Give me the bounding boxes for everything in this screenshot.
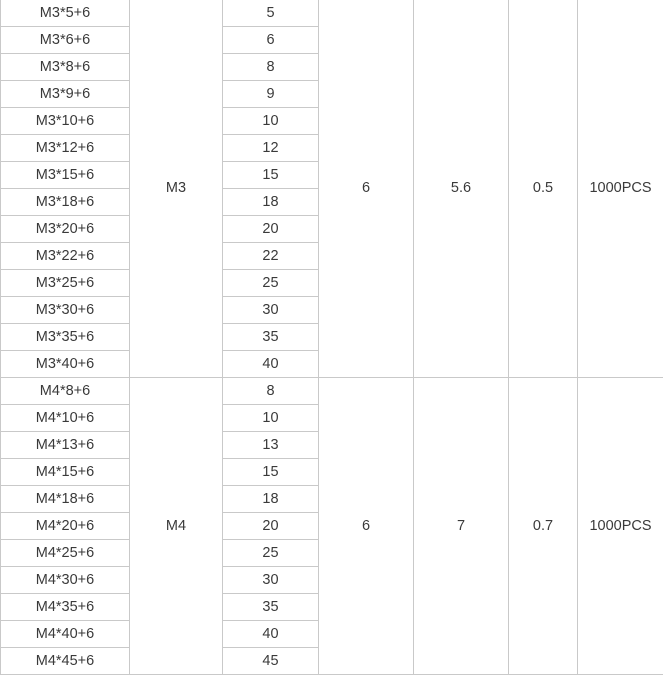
model-cell: M3*10+6: [1, 108, 130, 135]
model-cell: M3*6+6: [1, 27, 130, 54]
spec-col5-cell: 5.6: [414, 0, 509, 378]
model-cell: M3*20+6: [1, 216, 130, 243]
model-cell: M3*15+6: [1, 162, 130, 189]
length-cell: 18: [223, 486, 319, 513]
length-cell: 30: [223, 297, 319, 324]
length-cell: 18: [223, 189, 319, 216]
model-cell: M4*20+6: [1, 513, 130, 540]
thread-size-cell: M3: [130, 0, 223, 378]
model-cell: M3*18+6: [1, 189, 130, 216]
model-cell: M4*25+6: [1, 540, 130, 567]
length-cell: 6: [223, 27, 319, 54]
model-cell: M3*25+6: [1, 270, 130, 297]
model-cell: M4*15+6: [1, 459, 130, 486]
model-cell: M3*30+6: [1, 297, 130, 324]
length-cell: 30: [223, 567, 319, 594]
spec-col6-cell: 0.5: [509, 0, 578, 378]
model-cell: M4*35+6: [1, 594, 130, 621]
model-cell: M3*22+6: [1, 243, 130, 270]
spec-table-body: [1, 0, 663, 675]
length-cell: 20: [223, 216, 319, 243]
model-cell: M3*35+6: [1, 324, 130, 351]
table-row: [1, 378, 663, 405]
model-cell: M3*12+6: [1, 135, 130, 162]
model-cell: M3*5+6: [1, 0, 130, 27]
length-cell: 35: [223, 594, 319, 621]
model-cell: M4*8+6: [1, 378, 130, 405]
length-cell: 15: [223, 459, 319, 486]
length-cell: 5: [223, 0, 319, 27]
model-cell: M4*30+6: [1, 567, 130, 594]
quantity-cell: 1000PCS: [578, 0, 663, 378]
model-cell: M4*10+6: [1, 405, 130, 432]
length-cell: 22: [223, 243, 319, 270]
length-cell: 12: [223, 135, 319, 162]
model-cell: M4*13+6: [1, 432, 130, 459]
length-cell: 40: [223, 351, 319, 378]
model-cell: M3*9+6: [1, 81, 130, 108]
length-cell: 13: [223, 432, 319, 459]
model-cell: M4*18+6: [1, 486, 130, 513]
length-cell: 45: [223, 648, 319, 675]
model-cell: M4*40+6: [1, 621, 130, 648]
length-cell: 25: [223, 540, 319, 567]
length-cell: 9: [223, 81, 319, 108]
length-cell: 40: [223, 621, 319, 648]
length-cell: 10: [223, 405, 319, 432]
length-cell: 10: [223, 108, 319, 135]
model-cell: M3*8+6: [1, 54, 130, 81]
table-row: [1, 0, 663, 27]
length-cell: 20: [223, 513, 319, 540]
spec-col5-cell: 7: [414, 378, 509, 675]
spec-col6-cell: 0.7: [509, 378, 578, 675]
quantity-cell: 1000PCS: [578, 378, 663, 675]
spec-col4-cell: 6: [319, 0, 414, 378]
model-cell: M4*45+6: [1, 648, 130, 675]
length-cell: 8: [223, 54, 319, 81]
model-cell: M3*40+6: [1, 351, 130, 378]
length-cell: 8: [223, 378, 319, 405]
length-cell: 35: [223, 324, 319, 351]
length-cell: 25: [223, 270, 319, 297]
spec-col4-cell: 6: [319, 378, 414, 675]
thread-size-cell: M4: [130, 378, 223, 675]
length-cell: 15: [223, 162, 319, 189]
